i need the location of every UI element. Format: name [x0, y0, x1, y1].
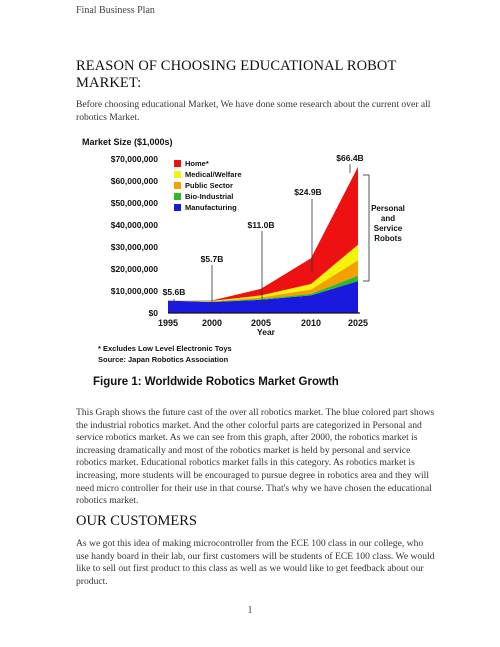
intro-paragraph: Before choosing educational Market, We have done some research about the current over all robotics Market. [76, 99, 431, 123]
chart-footnote: Source: Japan Robotics Association [98, 355, 229, 364]
x-tick-label: 2005 [250, 318, 272, 328]
legend-label: Public Sector [185, 181, 233, 190]
customers-paragraph: As we got this idea of making microcontroller from the ECE 100 class in our college, who use handy board in their lab, our first customers will be students of ECE 100 class. We would like to sell out first product to this class as well as we would like to get feedback about our product. [76, 538, 435, 587]
running-header: Final Business Plan [76, 5, 155, 16]
legend-swatch [174, 171, 181, 178]
bracket-label: and [380, 214, 396, 223]
x-axis-label: Year [257, 327, 275, 337]
chart-title: Market Size ($1,000s) [82, 137, 173, 147]
annotation-label: $24.9B [294, 187, 322, 197]
chart-explanation-paragraph: This Graph shows the future cast of the over all robotics market. The blue colored part shows the industrial robotics market. And the other colorful parts are categorized in Personal and service robotics market. As we can see from this graph, after 2000, the robotics market is increasing dramatically and most of the robotics market is held by personal and service robotics market. Educational robotics market falls in this category. As robotics market is increasing, more students will be encouraged to pursue degree in robotics area and they will need micro controller for their use in that course. That's why we have chosen the educational robotics market. [76, 407, 435, 507]
annotation-label: $11.0B [247, 220, 275, 230]
x-tick-label: 1995 [157, 318, 179, 328]
annotation-label: $5.7B [200, 254, 224, 264]
x-tick-label: 2000 [201, 318, 223, 328]
legend-label: Bio-Industrial [185, 192, 234, 201]
y-tick-label: $40,000,000 [110, 220, 158, 230]
robotics-market-chart [76, 133, 405, 373]
legend-label: Medical/Welfare [185, 170, 242, 179]
legend-label: Home* [185, 159, 209, 168]
section-heading-reason: REASON OF CHOOSING EDUCATIONAL ROBOT MARKET: [76, 58, 397, 91]
legend-swatch [174, 160, 181, 167]
bracket-line [363, 175, 369, 281]
annotation-label: $66.4B [336, 153, 364, 163]
bracket-label: Service [373, 224, 403, 233]
annotation-label: $5.6B [162, 287, 186, 297]
y-tick-label: $30,000,000 [110, 242, 158, 252]
y-tick-label: $0 [148, 308, 158, 318]
legend-swatch [174, 182, 181, 189]
legend-label: Manufacturing [185, 203, 237, 212]
page-number: 1 [247, 605, 253, 616]
figure-caption: Figure 1: Worldwide Robotics Market Growth [93, 376, 339, 388]
bracket-label: Personal [371, 204, 405, 213]
y-tick-label: $70,000,000 [110, 154, 158, 164]
x-tick-label: 2010 [300, 318, 322, 328]
section-heading-customers: OUR CUSTOMERS [76, 513, 197, 529]
y-tick-label: $50,000,000 [110, 198, 158, 208]
x-tick-label: 2025 [347, 318, 369, 328]
chart-footnote: * Excludes Low Level Electronic Toys [98, 344, 232, 353]
y-tick-label: $60,000,000 [110, 176, 158, 186]
y-tick-label: $20,000,000 [110, 264, 158, 274]
y-tick-label: $10,000,000 [110, 286, 158, 296]
legend-swatch [174, 204, 181, 211]
bracket-label: Robots [374, 234, 402, 243]
legend-swatch [174, 193, 181, 200]
